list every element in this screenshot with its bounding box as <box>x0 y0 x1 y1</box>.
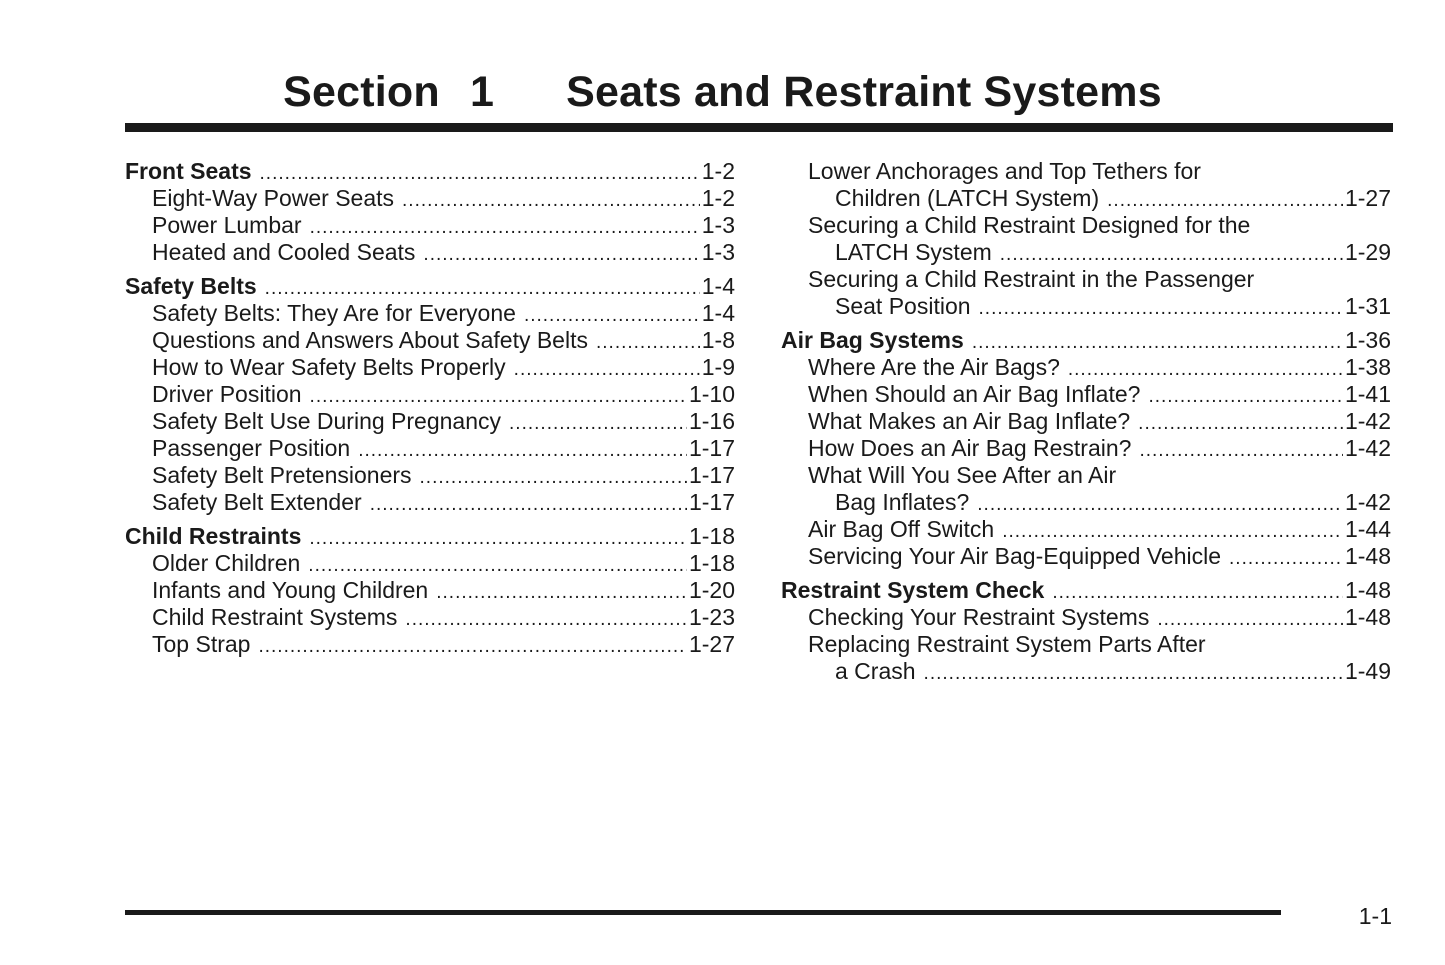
toc-entry-child-restraints[interactable]: Child Restraints ..... 1-18 <box>125 523 735 550</box>
toc-entry[interactable]: Air Bag Off Switch ..... 1-44 <box>781 516 1391 543</box>
toc-entry[interactable]: Heated and Cooled Seats ..... 1-3 <box>125 239 735 266</box>
toc-entry-air-bag-systems[interactable]: Air Bag Systems ..... 1-36 <box>781 327 1391 354</box>
toc-group-restraint-system-check <box>781 577 1391 685</box>
toc-entry-safety-belts[interactable]: Safety Belts ..... 1-4 <box>125 273 735 300</box>
toc-entry[interactable]: Where Are the Air Bags? ..... 1-38 <box>781 354 1391 381</box>
toc-group-air-bag-systems <box>781 327 1391 570</box>
toc-right-column <box>781 158 1391 692</box>
toc-group-child-restraints <box>125 523 735 658</box>
toc-entry[interactable]: Older Children ..... 1-18 <box>125 550 735 577</box>
toc-entry-line[interactable]: Replacing Restraint System Parts After <box>808 631 1206 657</box>
toc-entry[interactable]: Safety Belt Use During Pregnancy ..... 1-16 <box>125 408 735 435</box>
toc-entry[interactable]: Child Restraint Systems ..... 1-23 <box>125 604 735 631</box>
section-title <box>0 68 1445 117</box>
top-rule <box>125 123 1393 132</box>
toc-entry[interactable]: Bag Inflates? ..... 1-42 <box>781 489 1391 516</box>
toc-entry[interactable]: Questions and Answers About Safety Belts ..... 1-8 <box>125 327 735 354</box>
section-number: 1 <box>470 68 495 116</box>
toc-entry[interactable]: Driver Position ..... 1-10 <box>125 381 735 408</box>
toc-entry[interactable]: Top Strap ..... 1-27 <box>125 631 735 658</box>
toc-entry-line[interactable]: Lower Anchorages and Top Tethers for <box>808 158 1201 184</box>
toc-entry[interactable]: Infants and Young Children ..... 1-20 <box>125 577 735 604</box>
toc-entry[interactable]: Checking Your Restraint Systems ..... 1-48 <box>781 604 1391 631</box>
toc-entry[interactable]: Safety Belt Extender ..... 1-17 <box>125 489 735 516</box>
toc-group-child-restraints-continued <box>781 158 1391 320</box>
toc-entry[interactable]: Servicing Your Air Bag-Equipped Vehicle ..... 1-48 <box>781 543 1391 570</box>
toc-entry[interactable]: LATCH System ..... 1-29 <box>781 239 1391 266</box>
toc-entry-restraint-system-check[interactable]: Restraint System Check ..... 1-48 <box>781 577 1391 604</box>
toc-entry[interactable]: a Crash ..... 1-49 <box>781 658 1391 685</box>
toc-entry-line[interactable]: What Will You See After an Air <box>808 462 1117 488</box>
toc-entry[interactable]: Safety Belts: They Are for Everyone ..... 1-4 <box>125 300 735 327</box>
section-heading: Seats and Restraint Systems <box>566 68 1162 116</box>
toc-entry-line[interactable]: Securing a Child Restraint Designed for the <box>808 212 1251 238</box>
toc-entry[interactable]: Safety Belt Pretensioners ..... 1-17 <box>125 462 735 489</box>
toc-group-safety-belts <box>125 273 735 516</box>
toc-entry[interactable]: Children (LATCH System) ..... 1-27 <box>781 185 1391 212</box>
toc-entry[interactable]: What Makes an Air Bag Inflate? ..... 1-42 <box>781 408 1391 435</box>
bottom-rule <box>125 910 1281 915</box>
page-number: 1-1 <box>1358 903 1392 929</box>
toc-entry[interactable]: Passenger Position ..... 1-17 <box>125 435 735 462</box>
toc-entry[interactable]: When Should an Air Bag Inflate? ..... 1-41 <box>781 381 1391 408</box>
toc-entry[interactable]: Power Lumbar ..... 1-3 <box>125 212 735 239</box>
toc-entry[interactable]: How Does an Air Bag Restrain? ..... 1-42 <box>781 435 1391 462</box>
toc-entry[interactable]: Seat Position ..... 1-31 <box>781 293 1391 320</box>
toc-left-column <box>125 158 735 665</box>
toc-entry[interactable]: How to Wear Safety Belts Properly ..... 1-9 <box>125 354 735 381</box>
section-label: Section <box>283 68 440 116</box>
toc-entry-front-seats[interactable]: Front Seats ..... 1-2 <box>125 158 735 185</box>
toc-entry-line[interactable]: Securing a Child Restraint in the Passenger <box>808 266 1255 292</box>
toc-group-front-seats <box>125 158 735 266</box>
toc-entry[interactable]: Eight-Way Power Seats ..... 1-2 <box>125 185 735 212</box>
